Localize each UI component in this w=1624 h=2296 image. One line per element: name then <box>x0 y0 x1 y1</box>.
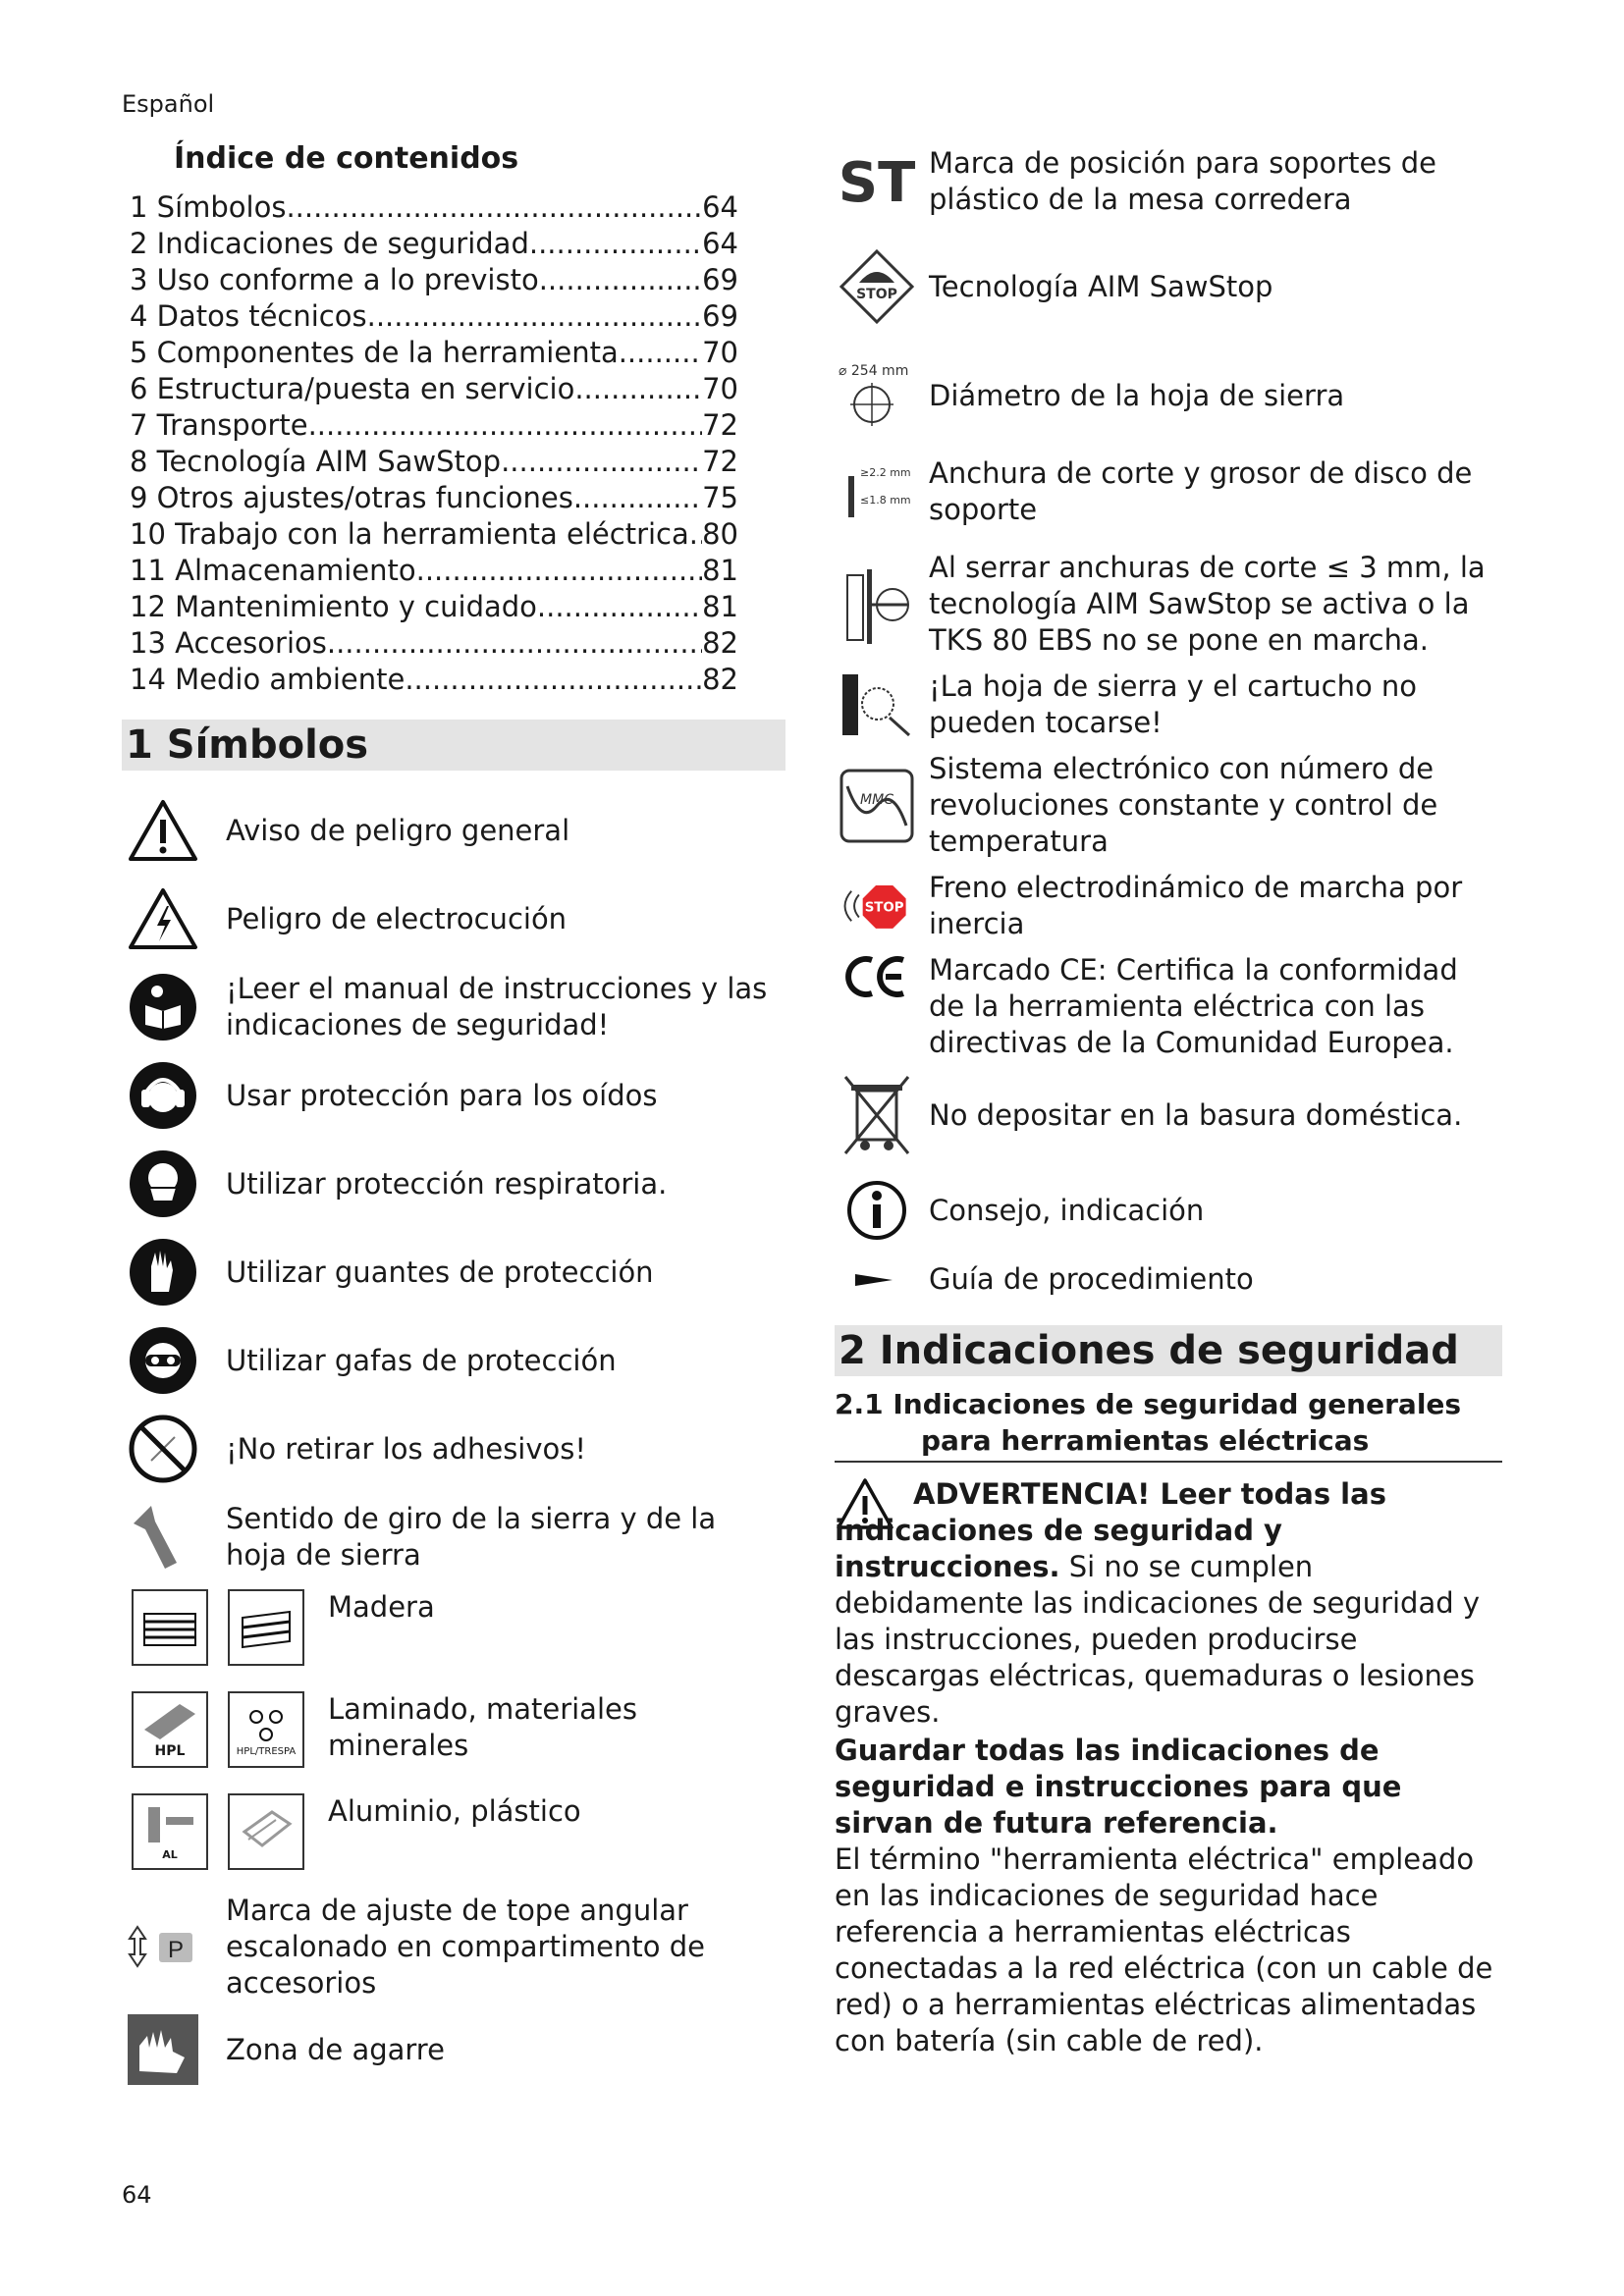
hpl-icon: HPL <box>132 1691 208 1768</box>
disc-label: ≤1.8 mm <box>860 494 911 507</box>
brake-stop-icon <box>835 877 919 935</box>
subsection-2-1-heading <box>835 1386 1502 1463</box>
symbol-row <box>835 668 1502 741</box>
symbol-label: Marcado CE: Certifica la conformidad de la herramienta eléctrica con las directivas de la Comunidad Europea. <box>929 953 1458 1059</box>
symbol-label: Utilizar guantes de protección <box>226 1255 654 1289</box>
symbol-row <box>122 1493 785 1581</box>
symbol-label: Freno electrodinámico de marcha por inercia <box>929 871 1463 940</box>
language-label: Español <box>122 90 215 118</box>
symbol-row <box>122 2005 785 2094</box>
no-remove-stickers-icon <box>122 1408 204 1490</box>
st-marker-icon <box>835 154 919 209</box>
diameter-label: ⌀ 254 mm <box>839 363 909 379</box>
material-label: Aluminio, plástico <box>328 1794 581 1828</box>
symbol-row <box>122 875 785 963</box>
toc-item[interactable]: 12 Mantenimiento y cuidado ..... 81 <box>130 589 778 625</box>
trespa-icon: HPL/TRESPA <box>228 1691 304 1768</box>
symbol-label: Utilizar protección respiratoria. <box>226 1166 668 1201</box>
toc-item[interactable]: 6 Estructura/puesta en servicio ..... 70 <box>130 371 778 407</box>
symbol-label: Marca de ajuste de tope angular escalonado en compartimento de accesorios <box>226 1893 705 2000</box>
symbol-row <box>835 247 1502 326</box>
subsection-title-line1: 2.1 Indicaciones de seguridad generales <box>835 1388 1462 1420</box>
plastic-icon <box>228 1793 304 1870</box>
goggles-icon <box>122 1319 204 1402</box>
toc-item[interactable]: 2 Indicaciones de seguridad ..... 64 <box>130 226 778 262</box>
material-label: Laminado, materiales minerales <box>328 1692 637 1762</box>
symbol-row <box>835 550 1502 659</box>
read-manual-icon <box>122 966 204 1048</box>
symbol-row <box>835 1179 1502 1242</box>
symbol-row <box>122 963 785 1051</box>
symbol-row <box>122 1228 785 1316</box>
subsection-title-line2: para herramientas eléctricas <box>921 1424 1370 1457</box>
material-row <box>122 1589 785 1683</box>
procedure-arrow-icon <box>835 1270 919 1290</box>
material-row <box>122 1793 785 1888</box>
toc-item[interactable]: 11 Almacenamiento ..... 81 <box>130 553 778 589</box>
symbol-row <box>835 1071 1502 1159</box>
symbol-row <box>122 1405 785 1493</box>
symbol-row <box>122 1888 785 2005</box>
toc-list <box>122 189 785 698</box>
section-2-heading: 2 Indicaciones de seguridad <box>835 1325 1502 1376</box>
ear-protection-icon <box>122 1054 204 1137</box>
symbol-label: Sistema electrónico con número de revoluciones constante y control de temperatura <box>929 752 1438 858</box>
symbol-label: No depositar en la basura doméstica. <box>929 1097 1463 1132</box>
material-row <box>122 1691 785 1786</box>
symbol-label: ¡Leer el manual de instrucciones y las indicaciones de seguridad! <box>226 972 768 1041</box>
toc-item[interactable]: 14 Medio ambiente ..... 82 <box>130 662 778 698</box>
symbol-row <box>835 952 1502 1061</box>
kerf-label: ≥2.2 mm <box>860 466 911 479</box>
toc-item[interactable]: 1 Símbolos ..... 64 <box>130 189 778 226</box>
svg-text:MMC: MMC <box>860 791 893 808</box>
aluminium-icon: AL <box>132 1793 208 1870</box>
blade-cartridge-contact-icon <box>835 670 919 739</box>
toc-item[interactable]: 3 Uso conforme a lo previsto ..... 69 <box>130 262 778 298</box>
toc-title: Índice de contenidos <box>174 141 519 176</box>
page-number: 64 <box>122 2181 152 2209</box>
symbol-label: Tecnología AIM SawStop <box>929 269 1273 303</box>
electric-hazard-icon <box>122 878 204 960</box>
svg-text:STOP: STOP <box>856 287 897 302</box>
warning-block <box>835 1476 1502 1731</box>
svg-text:P: P <box>167 1937 185 1963</box>
toc-item[interactable]: 9 Otros ajustes/otras funciones ..... 75 <box>130 480 778 516</box>
info-icon <box>835 1179 919 1242</box>
rotation-arrow-icon <box>122 1496 204 1578</box>
keep-instructions-text: Guardar todas las indicaciones de seguridad e instrucciones para que sirvan de futura referencia. <box>835 1734 1402 1840</box>
section-1-heading: 1 Símbolos <box>122 720 785 771</box>
toc-item[interactable]: 8 Tecnología AIM SawStop ..... 72 <box>130 444 778 480</box>
sawstop-narrow-cut-icon <box>835 556 919 654</box>
symbol-label: ¡No retirar los adhesivos! <box>226 1431 587 1466</box>
warning-text: ADVERTENCIA! Leer todas las indicaciones de seguridad y instrucciones. Si no se cumplen debidamente las indicaciones de seguridad y las instrucciones, pueden producirse descargas eléctricas, quemaduras o lesiones graves. <box>835 1477 1481 1729</box>
symbol-label: Guía de procedimiento <box>929 1262 1254 1296</box>
symbol-row <box>835 751 1502 860</box>
wood-board-icon <box>228 1589 304 1666</box>
no-household-waste-icon <box>835 1071 919 1159</box>
angle-stop-parking-icon <box>122 1905 204 1988</box>
symbol-label: Aviso de peligro general <box>226 813 570 847</box>
term-definition-text: El término "herramienta eléctrica" empleado en las indicaciones de seguridad hace referencia a herramientas eléctricas conectadas a la red eléctrica (con un cable de red) o a herramientas eléctricas alimentadas con batería (sin cable de red). <box>835 1842 1493 2057</box>
symbol-row <box>122 1140 785 1228</box>
symbol-label: Anchura de corte y grosor de disco de soporte <box>929 456 1473 526</box>
symbol-label: Sentido de giro de la sierra y de la hoja de sierra <box>226 1502 717 1572</box>
toc-item[interactable]: 5 Componentes de la herramienta ..... 70 <box>130 335 778 371</box>
symbol-row <box>835 870 1502 942</box>
toc-item[interactable]: 13 Accesorios ..... 82 <box>130 625 778 662</box>
symbol-row <box>122 1316 785 1405</box>
material-label: Madera <box>328 1590 435 1624</box>
symbol-row <box>835 145 1502 218</box>
symbol-label: Diámetro de la hoja de sierra <box>929 378 1345 412</box>
symbol-label: Marca de posición para soportes de plástico de la mesa corredera <box>929 146 1436 216</box>
symbol-label: ¡La hoja de sierra y el cartucho no pueden tocarse! <box>929 669 1418 739</box>
left-column <box>122 133 785 2094</box>
grip-zone-icon <box>122 2008 204 2091</box>
kerf-width-icon <box>835 462 919 521</box>
toc-item[interactable]: 7 Transporte ..... 72 <box>130 407 778 444</box>
wood-icon <box>132 1589 208 1666</box>
symbol-row <box>835 361 1502 430</box>
respiratory-protection-icon <box>122 1143 204 1225</box>
symbol-row <box>122 786 785 875</box>
symbol-label: Consejo, indicación <box>929 1193 1205 1227</box>
symbol-label: Usar protección para los oídos <box>226 1078 658 1112</box>
gloves-icon <box>122 1231 204 1313</box>
toc-item[interactable]: 4 Datos técnicos ..... 69 <box>130 298 778 335</box>
stop-label: STOP <box>864 900 904 916</box>
symbol-row <box>122 1051 785 1140</box>
symbol-label: Al serrar anchuras de corte ≤ 3 mm, la tecnología AIM SawStop se activa o la TKS 80 EBS no se pone en marcha. <box>929 551 1486 657</box>
symbol-label: Utilizar gafas de protección <box>226 1343 617 1377</box>
blade-diameter-icon <box>835 361 919 430</box>
symbol-row <box>835 455 1502 528</box>
symbol-label: Peligro de electrocución <box>226 901 568 935</box>
symbol-label: Zona de agarre <box>226 2032 445 2066</box>
right-column <box>835 145 1502 2059</box>
mmc-electronics-icon <box>835 767 919 845</box>
ce-mark-icon <box>835 952 919 1001</box>
warning-triangle-icon <box>122 789 204 872</box>
symbol-row <box>835 1261 1502 1298</box>
toc-item[interactable]: 10 Trabajo con la herramienta eléctrica ..... 80 <box>130 516 778 553</box>
svg-text:ST: ST <box>838 154 916 209</box>
aim-sawstop-icon <box>835 247 919 326</box>
